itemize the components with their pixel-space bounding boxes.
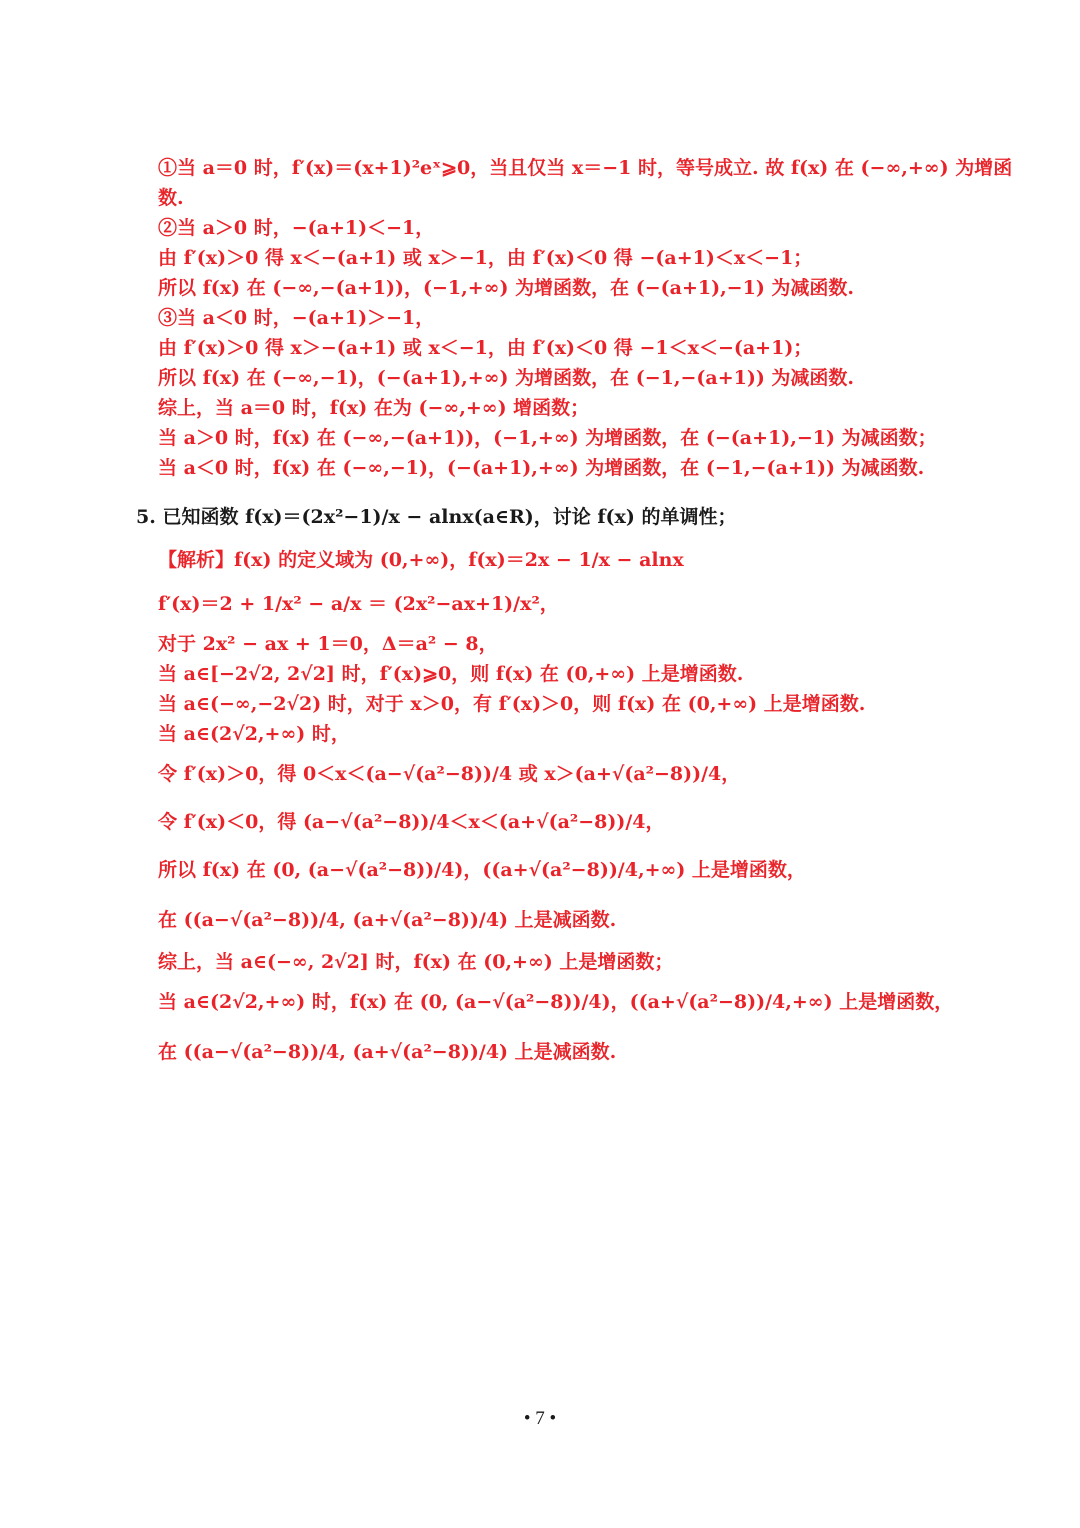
text-line: ①当 a＝0 时，f′(x)＝(x+1)²eˣ⩾0，当且仅当 x＝−1 时，等号成立. 故 f(x) 在 (−∞,+∞) 为增函 [158,157,1013,179]
text-line: 综上，当 a＝0 时，f(x) 在为 (−∞,+∞) 增函数； [158,397,590,419]
text-line: 当 a＜0 时，f(x) 在 (−∞,−1)，(−(a+1),+∞) 为增函数，在 (−1,−(a+1)) 为减函数. [158,457,925,479]
text-line: 所以 f(x) 在 (−∞,−(a+1))，(−1,+∞) 为增函数，在 (−(a+1),−1) 为减函数. [158,277,855,299]
text-line: 数. [158,187,184,209]
text-line: 由 f′(x)＞0 得 x＜−(a+1) 或 x＞−1，由 f′(x)＜0 得 −(a+1)＜x＜−1； [158,247,813,269]
text-line: 当 a∈(2√2,+∞) 时， [158,723,350,745]
text-line: 由 f′(x)＞0 得 x＞−(a+1) 或 x＜−1，由 f′(x)＜0 得 −1＜x＜−(a+1)； [158,337,813,359]
text-line: 在 ((a−√(a²−8))/4, (a+√(a²−8))/4) 上是减函数. [158,1041,617,1063]
text-line: 当 a∈(2√2,+∞) 时，f(x) 在 (0, (a−√(a²−8))/4)，((a+√(a²−8))/4,+∞) 上是增函数， [158,991,954,1013]
text-line: 令 f′(x)＞0，得 0＜x＜(a−√(a²−8))/4 或 x＞(a+√(a²−8))/4， [158,763,741,785]
text-line: 当 a∈[−2√2, 2√2] 时，f′(x)⩾0，则 f(x) 在 (0,+∞) 上是增函数. [158,663,744,685]
text-line: 综上，当 a∈(−∞, 2√2] 时，f(x) 在 (0,+∞) 上是增函数； [158,951,674,973]
text-line: 【解析】f(x) 的定义域为 (0,+∞)，f(x)＝2x − 1/x − alnx [158,549,684,571]
page-number: • 7 • [523,1408,557,1429]
text-line: 对于 2x² − ax + 1＝0，Δ＝a² − 8， [158,633,498,655]
text-line: f′(x)＝2 + 1/x² − a/x ＝ (2x²−ax+1)/x²， [158,593,559,615]
text-line: ②当 a＞0 时，−(a+1)＜−1， [158,217,435,239]
problem-5-statement: 5. 已知函数 f(x)＝(2x²−1)/x − alnx(a∈R)，讨论 f(x) 的单调性； [136,506,737,528]
text-line: 当 a＞0 时，f(x) 在 (−∞,−(a+1))，(−1,+∞) 为增函数，在 (−(a+1),−1) 为减函数； [158,427,937,449]
text-line: 所以 f(x) 在 (−∞,−1)，(−(a+1),+∞) 为增函数，在 (−1,−(a+1)) 为减函数. [158,367,855,389]
text-line: 所以 f(x) 在 (0, (a−√(a²−8))/4)，((a+√(a²−8))/4,+∞) 上是增函数， [158,859,806,881]
text-line: ③当 a＜0 时，−(a+1)＞−1， [158,307,435,329]
text-line: 令 f′(x)＜0，得 (a−√(a²−8))/4＜x＜(a+√(a²−8))/4， [158,811,665,833]
text-line: 在 ((a−√(a²−8))/4, (a+√(a²−8))/4) 上是减函数. [158,909,617,931]
text-line: 当 a∈(−∞,−2√2) 时，对于 x＞0，有 f′(x)＞0，则 f(x) 在 (0,+∞) 上是增函数. [158,693,866,715]
